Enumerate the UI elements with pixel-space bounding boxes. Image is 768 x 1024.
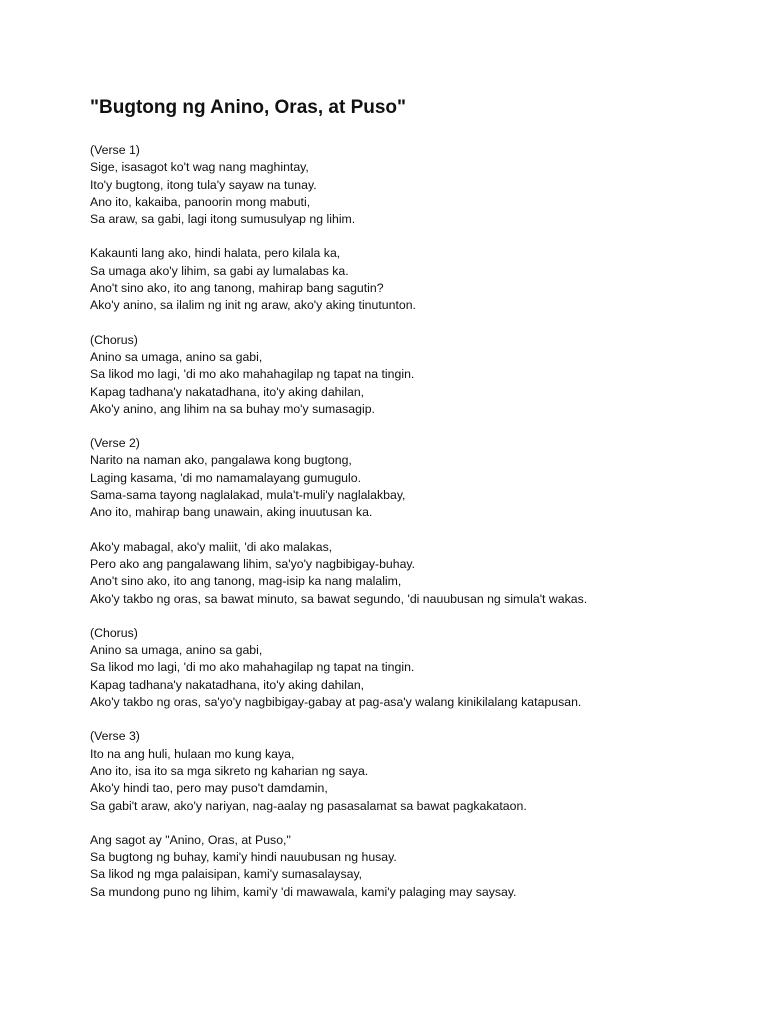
lyric-line: Sama-sama tayong naglalakad, mula't-muli'y naglalakbay, xyxy=(90,488,406,503)
lyric-line: Anino sa umaga, anino sa gabi, xyxy=(90,349,263,364)
lyric-line: Ako'y anino, sa ilalim ng init ng araw, ako'y aking tinutunton. xyxy=(90,298,416,313)
lyric-line: Ito'y bugtong, itong tula'y sayaw na tunay. xyxy=(90,177,317,192)
lyric-line: (Verse 2) xyxy=(90,436,140,451)
stanza xyxy=(90,625,730,711)
lyric-line: Ako'y takbo ng oras, sa bawat minuto, sa bawat segundo, 'di nauubusan ng simula't wakas. xyxy=(90,591,588,606)
lyric-line: Pero ako ang pangalawang lihim, sa'yo'y nagbibigay-buhay. xyxy=(90,556,416,571)
document-title: "Bugtong ng Anino, Oras, at Puso" xyxy=(90,97,407,118)
lyric-line: Ako'y takbo ng oras, sa'yo'y nagbibigay-gabay at pag-asa'y walang kinikilalang katapusan. xyxy=(90,695,582,710)
lyric-line: Ano't sino ako, ito ang tanong, mag-isip ka nang malalim, xyxy=(90,574,402,589)
lyric-line: Sa araw, sa gabi, lagi itong sumusulyap ng lihim. xyxy=(90,212,356,227)
lyric-line: Sa bugtong ng buhay, kami'y hindi nauubusan ng husay. xyxy=(90,850,397,865)
lyric-line: Ako'y hindi tao, pero may puso't damdamin, xyxy=(90,781,328,796)
lyric-line: Sa mundong puno ng lihim, kami'y 'di mawawala, kami'y palaging may saysay. xyxy=(90,884,517,899)
lyric-line: Narito na naman ako, pangalawa kong bugtong, xyxy=(90,453,352,468)
lyric-line: Laging kasama, 'di mo namamalayang gumugulo. xyxy=(90,470,361,485)
lyric-line: Ano ito, isa ito sa mga sikreto ng kaharian ng saya. xyxy=(90,763,369,778)
lyric-line: Kapag tadhana'y nakatadhana, ito'y aking dahilan, xyxy=(90,677,365,692)
lyric-line: (Chorus) xyxy=(90,625,138,640)
lyric-line: Sa umaga ako'y lihim, sa gabi ay lumalabas ka. xyxy=(90,263,349,278)
stanza xyxy=(90,832,730,901)
stanza xyxy=(90,332,730,418)
lyric-line: Sige, isasagot ko't wag nang maghintay, xyxy=(90,160,309,175)
stanza xyxy=(90,245,730,314)
lyric-line: Ang sagot ay "Anino, Oras, at Puso," xyxy=(90,832,291,847)
lyric-line: Ako'y anino, ang lihim na sa buhay mo'y sumasagip. xyxy=(90,401,375,416)
lyric-line: Ano't sino ako, ito ang tanong, mahirap bang sagutin? xyxy=(90,281,384,296)
lyric-line: Ano ito, mahirap bang unawain, aking inuutusan ka. xyxy=(90,505,373,520)
lyric-line: Ano ito, kakaiba, panoorin mong mabuti, xyxy=(90,194,311,209)
stanza xyxy=(90,728,730,814)
lyric-line: Sa gabi't araw, ako'y nariyan, nag-aalay ng pasasalamat sa bawat pagkakataon. xyxy=(90,798,527,813)
lyric-line: Kapag tadhana'y nakatadhana, ito'y aking dahilan, xyxy=(90,384,365,399)
lyric-line: Ako'y mabagal, ako'y maliit, 'di ako malakas, xyxy=(90,539,333,554)
lyric-line: Sa likod ng mga palaisipan, kami'y sumasalaysay, xyxy=(90,867,363,882)
lyric-line: Sa likod mo lagi, 'di mo ako mahahagilap ng tapat na tingin. xyxy=(90,660,415,675)
stanza xyxy=(90,435,730,521)
lyrics-body xyxy=(90,142,730,901)
lyric-line: Kakaunti lang ako, hindi halata, pero kilala ka, xyxy=(90,246,341,261)
document-page xyxy=(90,96,730,918)
lyric-line: Anino sa umaga, anino sa gabi, xyxy=(90,643,263,658)
lyric-line: (Verse 1) xyxy=(90,143,140,157)
lyric-line: (Verse 3) xyxy=(90,729,140,744)
stanza xyxy=(90,539,730,608)
stanza xyxy=(90,142,730,228)
lyric-line: (Chorus) xyxy=(90,332,138,347)
lyric-line: Ito na ang huli, hulaan mo kung kaya, xyxy=(90,746,295,761)
lyric-line: Sa likod mo lagi, 'di mo ako mahahagilap ng tapat na tingin. xyxy=(90,367,415,382)
